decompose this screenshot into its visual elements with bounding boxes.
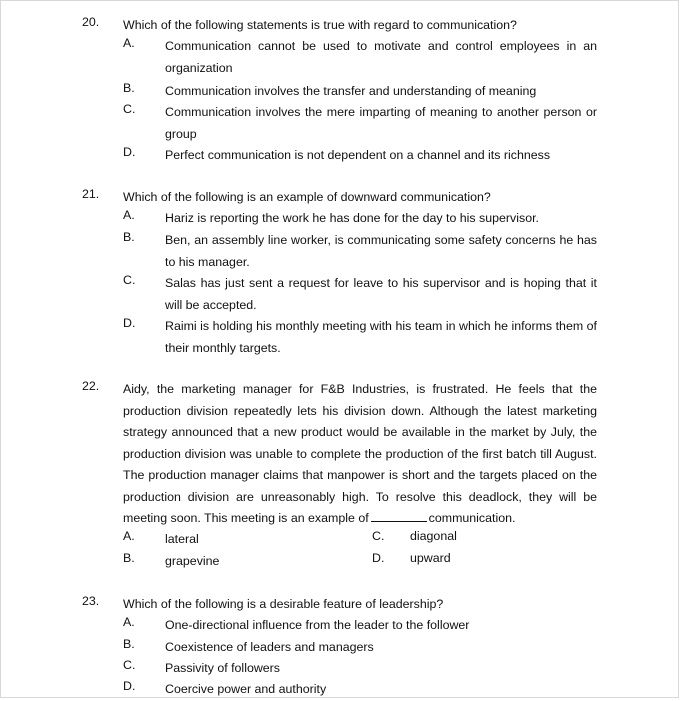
answer-blank bbox=[371, 520, 427, 522]
option-letter: C. bbox=[123, 102, 136, 116]
question-stem bbox=[123, 379, 597, 530]
option-letter: A. bbox=[123, 529, 135, 543]
option-letter: B. bbox=[123, 81, 135, 95]
option-text: One-directional influence from the leader to the follower bbox=[165, 618, 470, 632]
option-text: lateral bbox=[165, 532, 199, 546]
question-number: 21. bbox=[82, 187, 100, 201]
option-text: Salas has just sent a request for leave to his supervisor and is hoping that it will be accepted. bbox=[165, 276, 597, 312]
option-text: Ben, an assembly line worker, is communicating some safety concerns he has to his manager. bbox=[165, 233, 597, 269]
option-text: Raimi is holding his monthly meeting with his team in which he informs them of their monthly targets. bbox=[165, 319, 597, 355]
option-letter: D. bbox=[123, 145, 136, 159]
option-letter: B. bbox=[123, 230, 135, 244]
question-stem: Which of the following is an example of downward communication? bbox=[123, 190, 491, 204]
question-stem-tail: communication. bbox=[428, 511, 516, 525]
option-letter: A. bbox=[123, 615, 135, 629]
option-text: Coercive power and authority bbox=[165, 682, 327, 696]
question-number: 23. bbox=[82, 594, 100, 608]
option-text: Hariz is reporting the work he has done for the day to his supervisor. bbox=[165, 211, 539, 225]
option-letter: D. bbox=[372, 551, 385, 565]
option-letter: C. bbox=[123, 273, 136, 287]
question-stem: Which of the following statements is true with regard to communication? bbox=[123, 18, 517, 32]
option-text: diagonal bbox=[410, 529, 457, 543]
option-text: Perfect communication is not dependent on a channel and its richness bbox=[165, 148, 551, 162]
question-stem-text: Aidy, the marketing manager for F&B Industries, is frustrated. He feels that the production division repeatedly lets his division down. Although the latest marketing strategy announced that a new product would be available in the market by July, the production division was unable to complete the production of the first batch till August. The production manager claims that manpower is short and the targets placed on the production division are unreasonably high. To resolve this deadlock, they will be meeting soon. This meeting is an example of bbox=[123, 382, 597, 525]
option-letter: B. bbox=[123, 551, 135, 565]
option-text: Passivity of followers bbox=[165, 661, 280, 675]
option-text: Communication involves the transfer and understanding of meaning bbox=[165, 84, 537, 98]
question-number: 20. bbox=[82, 15, 100, 29]
option-letter: A. bbox=[123, 36, 135, 50]
option-letter: D. bbox=[123, 316, 136, 330]
option-letter: C. bbox=[123, 658, 136, 672]
option-text: Communication cannot be used to motivate and control employees in an organization bbox=[165, 39, 597, 75]
option-letter: B. bbox=[123, 637, 135, 651]
option-letter: A. bbox=[123, 208, 135, 222]
option-text: upward bbox=[410, 551, 451, 565]
question-stem: Which of the following is a desirable feature of leadership? bbox=[123, 597, 444, 611]
option-letter: D. bbox=[123, 679, 136, 693]
option-text: grapevine bbox=[165, 554, 220, 568]
option-letter: C. bbox=[372, 529, 385, 543]
option-text: Coexistence of leaders and managers bbox=[165, 640, 374, 654]
question-number: 22. bbox=[82, 379, 100, 393]
option-text: Communication involves the mere imparting of meaning to another person or group bbox=[165, 105, 597, 141]
